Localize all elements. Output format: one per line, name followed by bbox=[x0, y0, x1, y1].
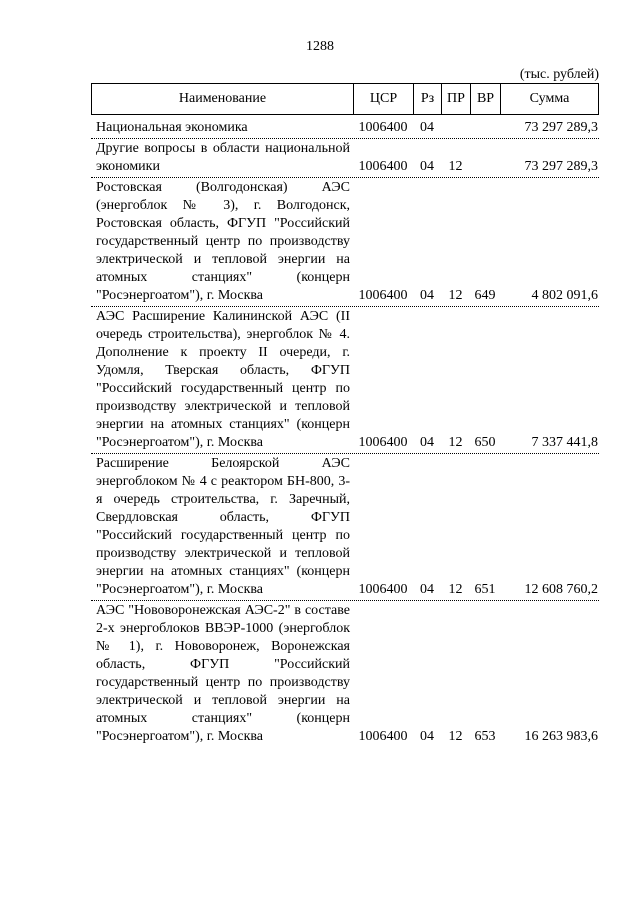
header-rz: Рз bbox=[414, 84, 442, 114]
table-row bbox=[91, 139, 599, 178]
row-rz: 04 bbox=[420, 729, 434, 744]
row-pr: 12 bbox=[448, 582, 463, 597]
row-name: АЭС "Нововоронежская АЭС-2" в составе 2-х энергоблоков ВВЭР-1000 (энергоблок № 1), г. Нововоронеж, Воронежская область, ФГУП "Российский государственный центр по производству электрической и тепловой энергии на атомных станциях" (концерн "Росэнергоатом"), г. Москва bbox=[96, 603, 350, 744]
row-vr: 650 bbox=[474, 435, 496, 450]
header-sum: Сумма bbox=[529, 91, 570, 106]
row-rz: 04 bbox=[420, 435, 434, 450]
row-sum: 73 297 289,3 bbox=[524, 120, 598, 135]
table-row bbox=[91, 118, 599, 139]
row-csr: 1006400 bbox=[358, 582, 408, 597]
row-rz: 04 bbox=[420, 159, 434, 174]
row-csr: 1006400 bbox=[358, 288, 408, 303]
row-rz: 04 bbox=[420, 288, 434, 303]
row-sum: 7 337 441,8 bbox=[531, 435, 598, 450]
header-name: Наименование bbox=[92, 84, 354, 114]
table-row bbox=[91, 307, 599, 454]
row-pr: 12 bbox=[448, 435, 463, 450]
row-rz: 04 bbox=[420, 120, 434, 135]
row-pr: 12 bbox=[448, 159, 463, 174]
table-row bbox=[91, 178, 599, 307]
row-pr: 12 bbox=[448, 729, 463, 744]
row-name: Расширение Белоярской АЭС энергоблоком № 4 с реактором БН-800, 3-я очередь строительства, г. Заречный, Свердловская область, ФГУП "Российский государственный центр по производству электрической и тепловой энергии на атомных станциях" (концерн "Росэнергоатом"), г. Москва bbox=[96, 456, 350, 597]
table-header bbox=[91, 83, 599, 115]
header-vr: ВР bbox=[471, 84, 501, 114]
row-csr: 1006400 bbox=[358, 159, 408, 174]
table-body bbox=[91, 118, 599, 747]
row-pr: 12 bbox=[448, 288, 463, 303]
row-name: Ростовская (Волгодонская) АЭС (энергоблок № 3), г. Волгодонск, Ростовская область, ФГУП "Российский государственный центр по производству электрической и тепловой энергии на атомных станциях" (концерн "Росэнергоатом"), г. Москва bbox=[96, 180, 350, 303]
row-name: Национальная экономика bbox=[96, 120, 248, 135]
row-csr: 1006400 bbox=[358, 120, 408, 135]
row-vr: 649 bbox=[474, 288, 496, 303]
row-name: Другие вопросы в области национальной экономики bbox=[96, 141, 350, 174]
row-sum: 12 608 760,2 bbox=[524, 582, 598, 597]
row-name: АЭС Расширение Калининской АЭС (II очередь строительства), энергоблок № 4. Дополнение к проекту II очереди, г. Удомля, Тверская область, ФГУП "Российский государственный центр по производству электрической и тепловой энергии на атомных станциях" (концерн "Росэнергоатом"), г. Москва bbox=[96, 309, 350, 450]
table-row bbox=[91, 454, 599, 601]
row-csr: 1006400 bbox=[358, 729, 408, 744]
row-vr: 651 bbox=[474, 582, 496, 597]
header-pr: ПР bbox=[442, 84, 471, 114]
row-vr: 653 bbox=[474, 729, 496, 744]
row-csr: 1006400 bbox=[358, 435, 408, 450]
units-label: (тыс. рублей) bbox=[519, 67, 599, 82]
row-rz: 04 bbox=[420, 582, 434, 597]
table-row bbox=[91, 601, 599, 747]
header-csr: ЦСР bbox=[354, 84, 414, 114]
row-sum: 4 802 091,6 bbox=[531, 288, 598, 303]
page-number: 1288 bbox=[306, 39, 334, 54]
row-sum: 73 297 289,3 bbox=[524, 159, 598, 174]
row-sum: 16 263 983,6 bbox=[524, 729, 598, 744]
